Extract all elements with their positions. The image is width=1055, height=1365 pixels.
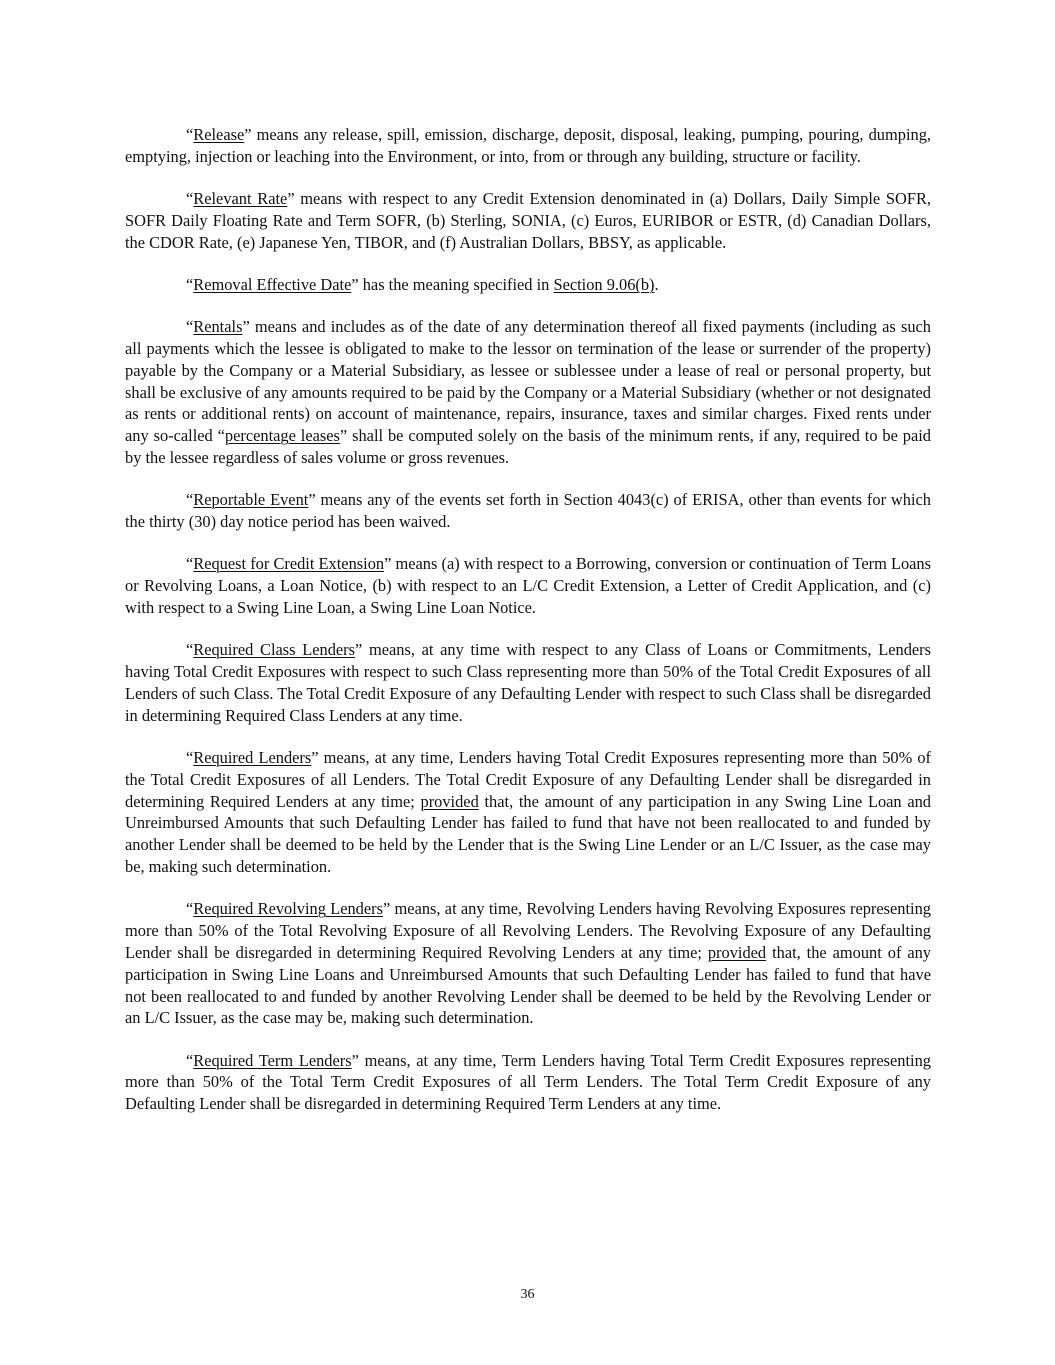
defined-term: Reportable Event	[193, 490, 309, 510]
definition-relevant-rate	[125, 188, 931, 253]
defined-term: Removal Effective Date	[193, 274, 352, 294]
definition-text: ” has the meaning specified in	[351, 274, 554, 294]
defined-term: Required Revolving Lenders	[193, 899, 383, 919]
defined-term: Request for Credit Extension	[193, 554, 385, 574]
defined-term: Rentals	[193, 317, 243, 337]
proviso-word: provided	[707, 942, 767, 962]
open-quote: “	[186, 748, 194, 768]
definition-reportable-event	[125, 489, 931, 533]
definition-tail: .	[654, 274, 659, 294]
definition-text: ” means any release, spill, emission, discharge, deposit, disposal, leaking, pumping, pouring, dumping, emptying, injection or leaching into the Environment, or into, from or through any building, structure or facility.	[125, 125, 931, 166]
open-quote: “	[186, 317, 194, 337]
defined-term: Required Term Lenders	[193, 1050, 352, 1070]
definition-tail: that, the amount of any participation in Swing Line Loans and Unreimbursed Amounts that such Defaulting Lender has failed to fund that have not been reallocated to and funded by another Revolving Lender shall be deemed to be held by the Revolving Lender or an L/C Issuer, as the case may be, making such determination.	[125, 942, 932, 1028]
definition-text: ” means, at any time, Revolving Lenders having Revolving Exposures representing more than 50% of the Total Revolving Exposure of all Revolving Lenders. The Revolving Exposure of any Defaulting Lender shall be disregarded in determining Required Revolving Lenders at any time;	[125, 899, 931, 962]
definition-required-term-lenders	[125, 1050, 931, 1115]
definition-release	[125, 124, 931, 168]
definition-required-class-lenders	[125, 639, 931, 726]
definition-text: ” means and includes as of the date of any determination thereof all fixed payments (including as such all payments which the lessee is obligated to make to the lessor on termination of the lease or surrender of the property) payable by the Company or a Material Subsidiary, as lessee or sublessee under a lease of real or personal property, but shall be exclusive of any amounts required to be paid by the Company or a Material Subsidiary (whether or not designated as rents or additional rents) on account of maintenance, repairs, insurance, taxes and similar charges. Fixed rents under any so-called “	[125, 317, 931, 446]
open-quote: “	[186, 490, 194, 510]
defined-term: Relevant Rate	[193, 189, 288, 209]
definition-tail: ” shall be computed solely on the basis of the minimum rents, if any, required to be paid by the lessee regardless of sales volume or gross revenues.	[125, 426, 932, 468]
open-quote: “	[186, 899, 194, 919]
definition-required-revolving-lenders	[125, 898, 931, 1029]
page-number: 36	[520, 1287, 535, 1302]
definition-text: ” means (a) with respect to a Borrowing, conversion or continuation of Term Loans or Revolving Loans, a Loan Notice, (b) with respect to an L/C Credit Extension, a Letter of Credit Application, and (c) with respect to a Swing Line Loan, a Swing Line Loan Notice.	[125, 554, 931, 618]
open-quote: “	[186, 554, 194, 574]
definition-removal-effective-date	[125, 274, 931, 296]
underlined-phrase: percentage leases	[224, 426, 340, 446]
document-page	[125, 124, 931, 1135]
definition-text: ” means, at any time, Lenders having Total Credit Exposures representing more than 50% of the Total Credit Exposures of all Lenders. The Total Credit Exposure of any Defaulting Lender shall be disregarded in determining Required Lenders at any time;	[125, 748, 931, 811]
proviso-word: provided	[420, 791, 479, 811]
defined-term: Required Class Lenders	[193, 640, 356, 660]
definition-text: ” means, at any time, Term Lenders having Total Term Credit Exposures representing more than 50% of the Total Term Credit Exposures of all Term Lenders. The Total Term Credit Exposure of any Defaulting Lender shall be disregarded in determining Required Term Lenders at any time.	[125, 1050, 931, 1114]
definition-text: ” means any of the events set forth in Section 4043(c) of ERISA, other than events for which the thirty (30) day notice period has been waived.	[125, 490, 931, 532]
defined-term: Required Lenders	[193, 748, 312, 768]
open-quote: “	[186, 640, 194, 660]
section-reference: Section 9.06(b)	[553, 274, 655, 294]
definition-tail: that, the amount of any participation in any Swing Line Loan and Unreimbursed Amounts that such Defaulting Lender has failed to fund that have not been reallocated to and funded by another Lender shall be deemed to be held by the Lender that is the Swing Line Lender or an L/C Issuer, as the case may be, making such determination.	[125, 791, 931, 877]
open-quote: “	[186, 189, 194, 209]
open-quote: “	[186, 1050, 194, 1070]
definition-request-for-credit-extension	[125, 553, 931, 618]
definition-text: ” means with respect to any Credit Extension denominated in (a) Dollars, Daily Simple SOFR, SOFR Daily Floating Rate and Term SOFR, (b) Sterling, SONIA, (c) Euros, EURIBOR or ESTR, (d) Canadian Dollars, the CDOR Rate, (e) Japanese Yen, TIBOR, and (f) Australian Dollars, BBSY, as applicable.	[125, 189, 931, 252]
definition-rentals	[125, 316, 931, 469]
open-quote: “	[186, 274, 194, 294]
definition-required-lenders	[125, 747, 931, 878]
open-quote: “	[186, 125, 194, 144]
definition-text: ” means, at any time with respect to any Class of Loans or Commitments, Lenders having Total Credit Exposures with respect to such Class representing more than 50% of the Total Credit Exposures of all Lenders of such Class. The Total Credit Exposure of any Defaulting Lender with respect to such Class shall be disregarded in determining Required Class Lenders at any time.	[125, 640, 931, 725]
defined-term: Release	[193, 125, 245, 144]
